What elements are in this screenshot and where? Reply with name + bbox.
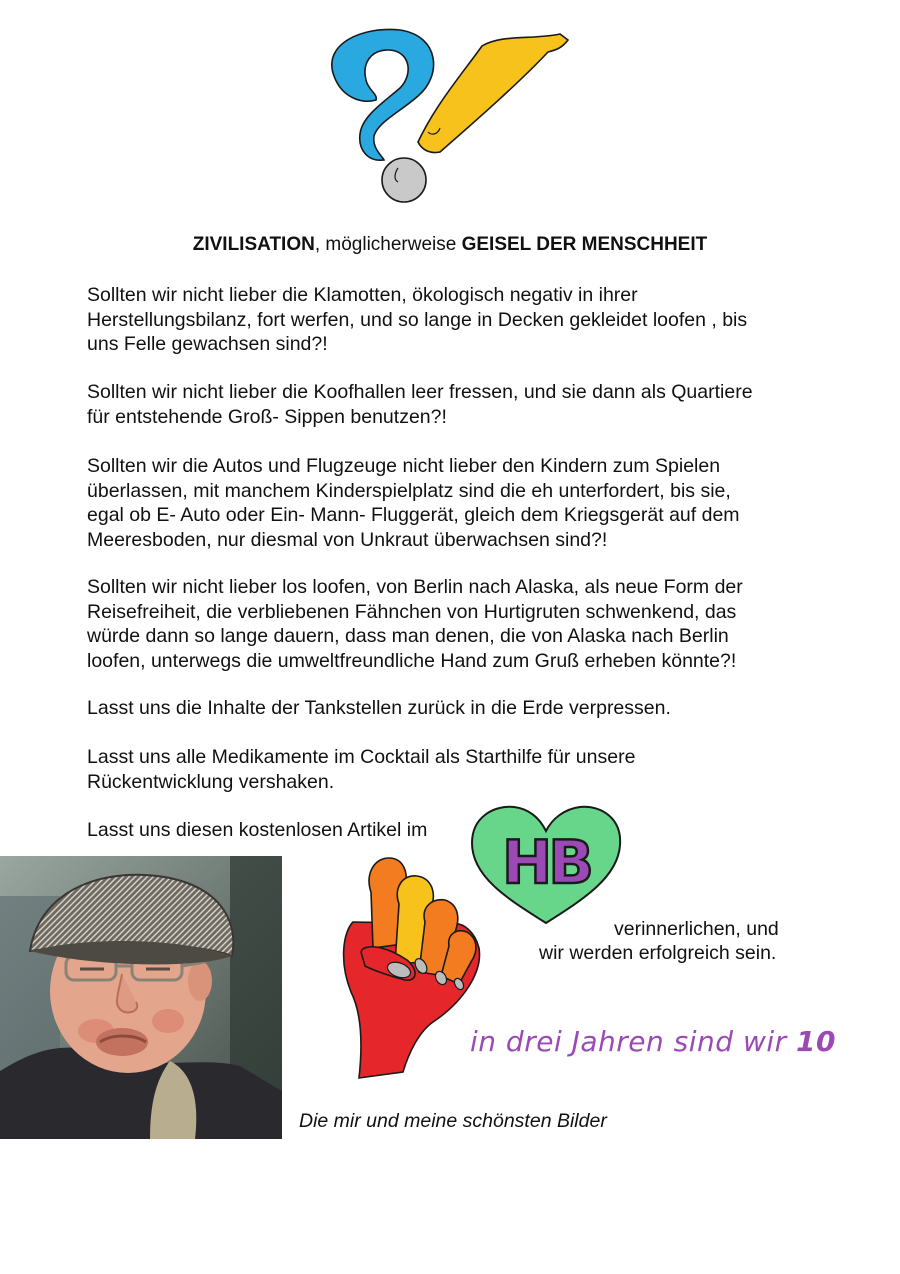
hb-letters: HB [502,828,590,898]
portrait-photo [0,856,282,1139]
paragraph-2: Sollten wir nicht lieber die Koofhallen leer fressen, und sie dann als Quartiere für entstehende Groß- Sippen benutzen?! [87,381,753,428]
slogan-number: 10 [796,1025,837,1058]
hb-heart-logo [468,803,624,929]
title-keyword-1: ZIVILISATION [192,234,315,255]
question-dot-shape [382,158,426,202]
slogan-text: in drei Jahren sind wir [470,1025,797,1058]
title-keyword-2: GEISEL DER MENSCHHEIT [461,234,708,255]
slogan [470,1025,836,1058]
paragraph-7: Lasst uns diesen kostenlosen Artikel im [87,819,428,841]
question-exclamation-logo [322,24,578,214]
photo-caption: Die mir und meine schönsten Bilder [299,1110,607,1132]
closing-line-1: verinnerlichen, und [614,918,779,940]
closing-line-2: wir werden erfolgreich sein. [539,942,777,964]
page-title [0,233,900,257]
paragraph-3: Sollten wir die Autos und Flugzeuge nicht lieber den Kindern zum Spielen überlassen, mit manchem Kinderspielplatz sind die eh unterfordert, bis sie, egal ob E- Auto oder Ein- Mann- Fluggerät, gleich dem Kriegsgerät auf dem Meeresboden, nur diesmal von Unkraut überwachsen sind?! [87,455,740,551]
paragraph-4: Sollten wir nicht lieber los loofen, von Berlin nach Alaska, als neue Form der Reisefreiheit, die verbliebenen Fähnchen von Hurtigruten schwenkend, das würde dann so lange dauern, dass man denen, die von Alaska nach Berlin loofen, unterwegs die umweltfreundliche Hand zum Gruß erheben könnte?! [87,576,743,672]
paragraph-5: Lasst uns die Inhalte der Tankstellen zurück in die Erde verpressen. [87,697,671,719]
paragraph-1: Sollten wir nicht lieber die Klamotten, ökologisch negativ in ihrer Herstellungsbilanz, fort werfen, und so lange in Decken gekleidet loofen , bis uns Felle gewachsen sind?! [87,284,748,355]
title-connector: , möglicherweise [314,234,462,255]
paragraph-6: Lasst uns alle Medikamente im Cocktail als Starthilfe für unsere Rückentwicklung vershaken. [87,746,636,793]
exclamation-shape [418,34,568,153]
